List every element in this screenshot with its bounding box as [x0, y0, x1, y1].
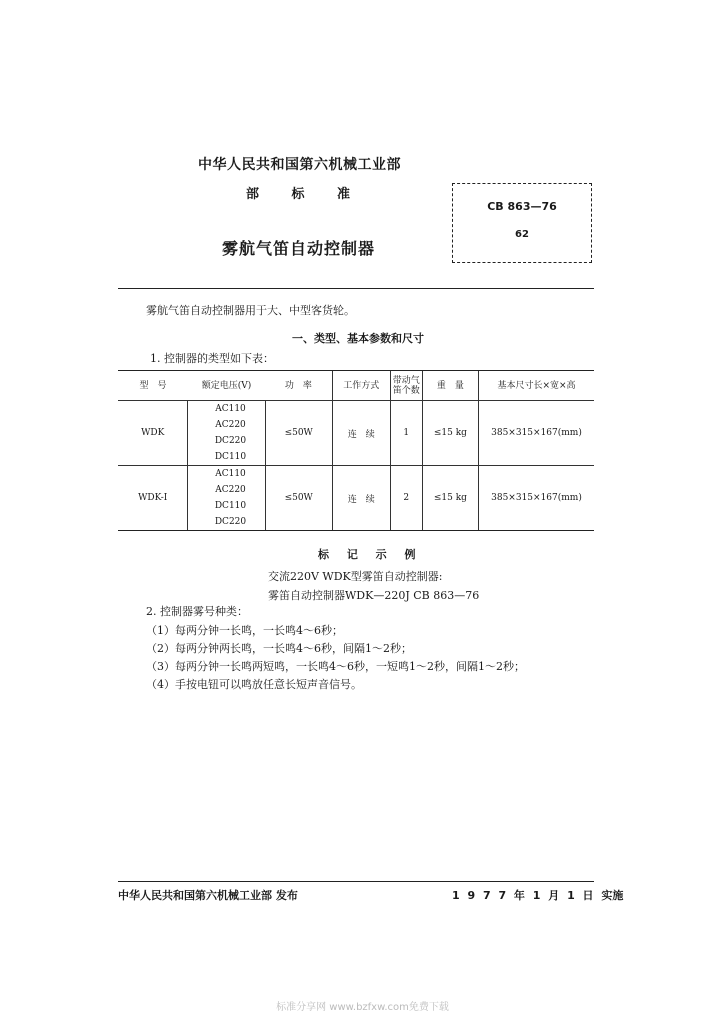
standard-code-box	[452, 183, 592, 263]
item-1: 1. 控制器的类型如下表：	[150, 352, 274, 365]
cell-voltages	[188, 466, 265, 531]
voltage-item: AC110	[215, 469, 246, 479]
cell-horns: 1	[390, 401, 422, 466]
cell-power: ≤50W	[265, 401, 332, 466]
table-header-row	[118, 371, 594, 401]
cell-weight: ≤15 kg	[422, 466, 478, 531]
cell-power: ≤50W	[265, 466, 332, 531]
standard-type: 部 标 准	[246, 187, 351, 202]
ministry-name: 中华人民共和国第六机械工业部	[198, 157, 401, 173]
standard-code: CB 863—76	[487, 200, 557, 213]
watermark: 标准分享网 www.bzfxw.com免费下载	[276, 1002, 449, 1013]
voltage-item: AC110	[215, 404, 246, 414]
item-2-line: （2）每两分钟两长鸣，一长鸣4～6秒，间隔1～2秒；	[146, 642, 412, 655]
cell-dimensions: 385×315×167(mm)	[478, 401, 594, 466]
table-row	[118, 401, 594, 466]
document-title: 雾航气笛自动控制器	[222, 239, 376, 258]
col-horns: 带动气笛个数	[390, 371, 422, 401]
voltage-item: DC110	[214, 452, 247, 462]
example-line-2: 雾笛自动控制器WDK—220J CB 863—76	[268, 589, 480, 602]
voltage-item: DC110	[214, 501, 247, 511]
cell-weight: ≤15 kg	[422, 401, 478, 466]
cell-model: WDK	[118, 401, 188, 466]
voltage-item: DC220	[214, 436, 247, 446]
table-row	[118, 466, 594, 531]
voltage-item: AC220	[215, 485, 246, 495]
intro-paragraph: 雾航气笛自动控制器用于大、中型客货轮。	[146, 304, 355, 317]
col-power: 功 率	[265, 371, 332, 401]
type-table	[118, 370, 594, 531]
col-model: 型 号	[118, 371, 188, 401]
voltage-item: AC220	[215, 420, 246, 430]
header-rule	[118, 288, 594, 289]
col-weight: 重 量	[422, 371, 478, 401]
footer-rule	[118, 881, 594, 882]
cell-voltages	[188, 401, 265, 466]
cell-model: WDK-Ⅰ	[118, 466, 188, 531]
effective-date: 1 9 7 7 年 1 月 1 日 实施	[452, 889, 624, 902]
item-2-line: （4）手按电钮可以鸣放任意长短声音信号。	[146, 678, 362, 691]
cell-mode: 连 续	[332, 401, 390, 466]
item-2-title: 2. 控制器雾号种类：	[146, 605, 248, 618]
voltage-item: DC220	[214, 517, 247, 527]
item-2-line: （3）每两分钟一长鸣两短鸣，一长鸣4～6秒，一短鸣1～2秒，间隔1～2秒；	[146, 660, 525, 673]
cell-mode: 连 续	[332, 466, 390, 531]
col-voltage: 额定电压(V)	[188, 371, 265, 401]
publisher: 中华人民共和国第六机械工业部 发布	[118, 889, 298, 902]
col-dimensions: 基本尺寸长×宽×高	[478, 371, 594, 401]
col-mode: 工作方式	[332, 371, 390, 401]
section-1-title: 一、类型、基本参数和尺寸	[292, 332, 424, 345]
classification-code: 62	[515, 229, 529, 240]
cell-horns: 2	[390, 466, 422, 531]
example-line-1: 交流220V WDK型雾笛自动控制器:	[268, 570, 443, 583]
cell-dimensions: 385×315×167(mm)	[478, 466, 594, 531]
item-2-line: （1）每两分钟一长鸣，一长鸣4～6秒；	[146, 624, 343, 637]
example-title: 标 记 示 例	[318, 548, 418, 561]
